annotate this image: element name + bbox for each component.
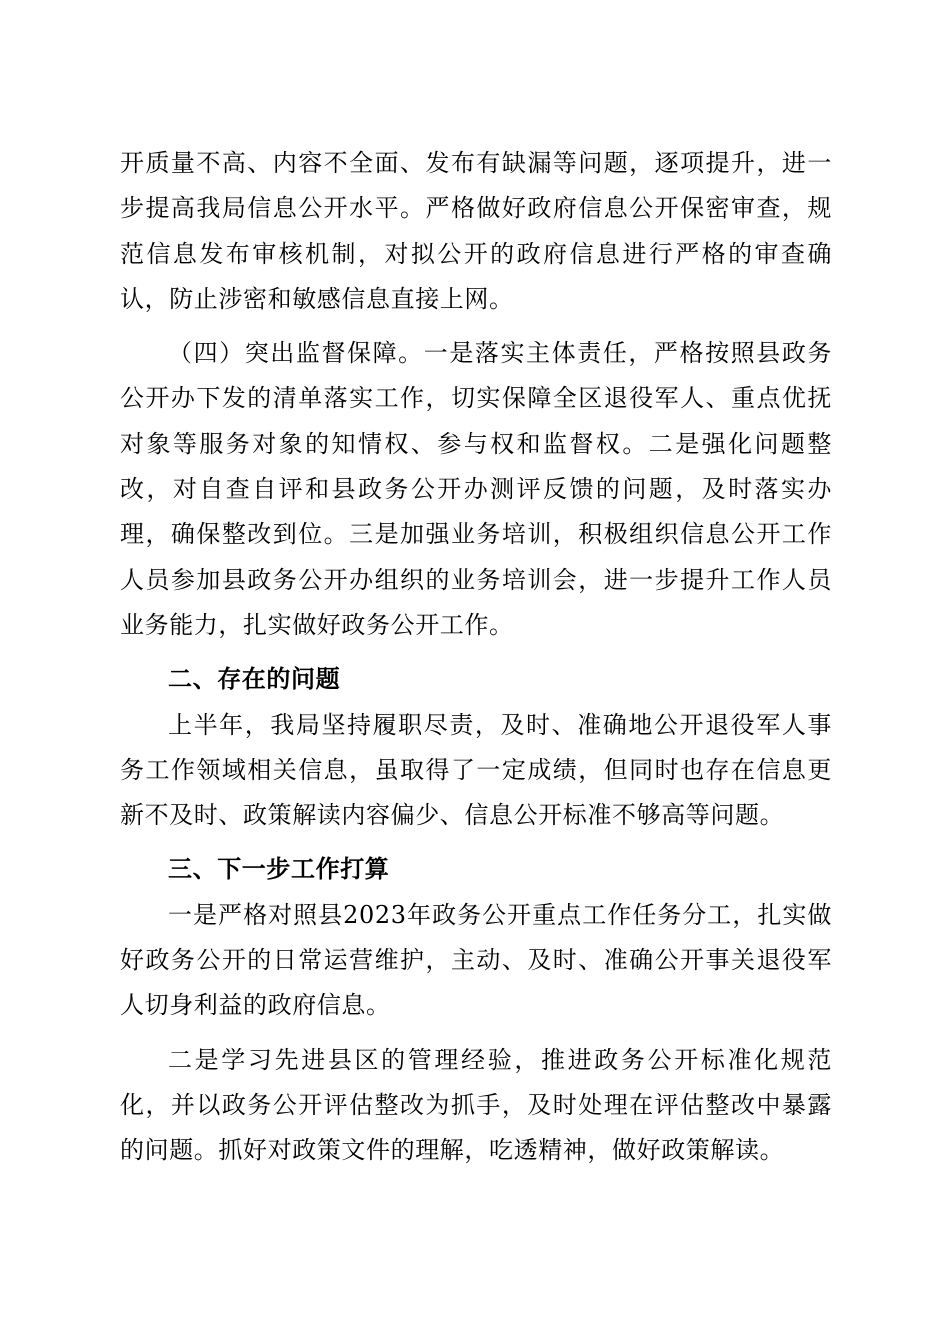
section-heading-next-steps: 三、下一步工作打算 xyxy=(168,855,390,884)
paragraph-next-step-one: 一是严格对照县2023年政务公开重点工作任务分工，扎实做好政务公开的日常运营维护，主动、及时、准确公开事关退役军人切身利益的政府信息。 xyxy=(120,900,832,1020)
section-heading-problems: 二、存在的问题 xyxy=(168,665,341,694)
paragraph-problems: 上半年，我局坚持履职尽责，及时、准确地公开退役军人事务工作领域相关信息，虽取得了一定成绩，但同时也存在信息更新不及时、政策解读内容偏少、信息公开标准不够高等问题。 xyxy=(120,710,832,830)
paragraph-next-step-two: 二是学习先进县区的管理经验，推进政务公开标准化规范化，并以政务公开评估整改为抓手，及时处理在评估整改中暴露的问题。抓好对政策文件的理解，吃透精神，做好政策解读。 xyxy=(120,1045,832,1165)
document-body xyxy=(120,141,832,1174)
paragraph-info-disclosure-quality: 开质量不高、内容不全面、发布有缺漏等问题，逐项提升，进一步提高我局信息公开水平。严格做好政府信息公开保密审查，规范信息发布审核机制，对拟公开的政府信息进行严格的审查确认，防止涉密和敏感信息直接上网。 xyxy=(120,149,832,313)
paragraph-supervision-guarantee: （四）突出监督保障。一是落实主体责任，严格按照县政务公开办下发的清单落实工作，切实保障全区退役军人、重点优抚对象等服务对象的知情权、参与权和监督权。二是强化问题整改，对自查自评和县政务公开办测评反馈的问题，及时落实办理，确保整改到位。三是加强业务培训，积极组织信息公开工作人员参加县政务公开办组织的业务培训会，进一步提升工作人员业务能力，扎实做好政务公开工作。 xyxy=(120,339,832,639)
